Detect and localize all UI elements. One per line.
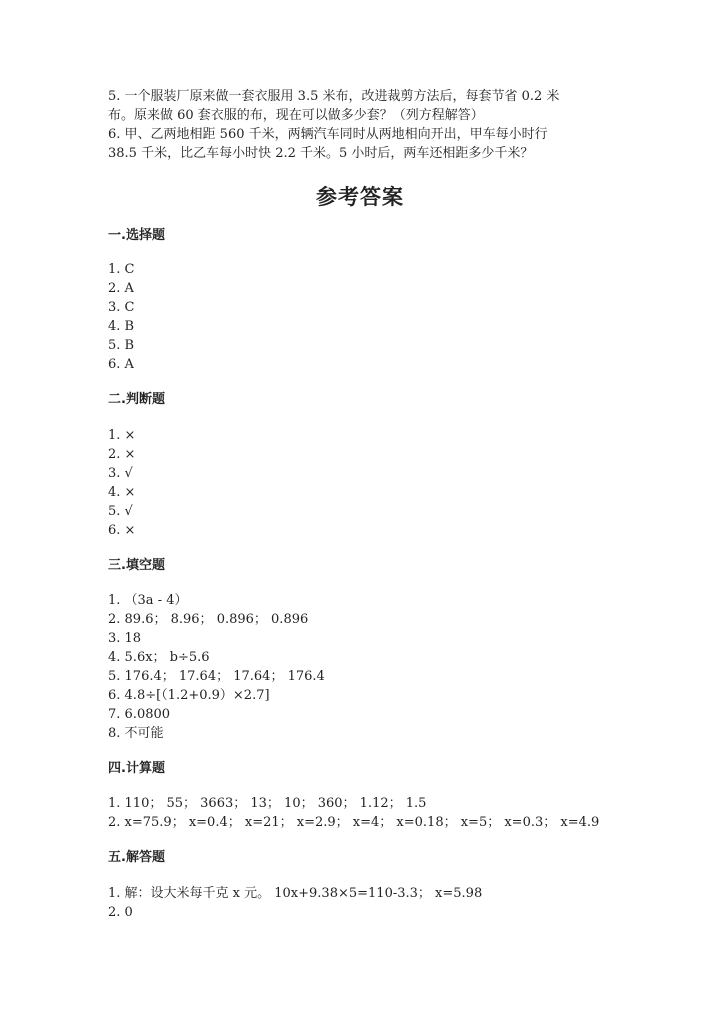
answer-item: 6. A <box>108 357 134 372</box>
answer-item: 4. 5.6x； b÷5.6 <box>108 650 210 665</box>
answer-item: 2. × <box>108 447 136 462</box>
problem-line: 6. 甲、乙两地相距 560 千米，两辆汽车同时从两地相向开出，甲车每小时行 <box>108 127 548 142</box>
section-heading-calc: 四.计算题 <box>108 761 165 776</box>
section-heading-fill: 三.填空题 <box>108 558 165 573</box>
answer-item: 5. B <box>108 338 135 353</box>
problem-line: 38.5 千米，比乙车每小时快 2.2 千米。5 小时后，两车还相距多少千米？ <box>108 146 534 161</box>
answer-item: 1. 110； 55； 3663； 13； 10； 360； 1.12； 1.5 <box>108 796 427 811</box>
answer-item: 3. 18 <box>108 631 142 646</box>
answer-item: 2. x=75.9； x=0.4； x=21； x=2.9； x=4； x=0.18； x=5； x=0.3； x=4.9 <box>108 815 600 830</box>
answer-item: 1. （3a - 4） <box>108 593 188 608</box>
answer-item: 4. × <box>108 485 136 500</box>
answer-item: 3. C <box>108 300 135 315</box>
answer-item: 4. B <box>108 319 135 334</box>
answers-choice <box>108 260 134 374</box>
answer-item: 2. 0 <box>108 905 133 920</box>
section-heading-solve: 五.解答题 <box>108 850 165 865</box>
answer-item: 1. × <box>108 428 136 443</box>
answer-item: 5. 176.4； 17.64； 17.64； 176.4 <box>108 669 325 684</box>
answer-item: 3. √ <box>108 466 133 481</box>
section-heading-judgement: 二.判断题 <box>108 392 165 407</box>
page-title: 参考答案 <box>316 185 404 209</box>
answer-item: 2. 89.6； 8.96； 0.896； 0.896 <box>108 612 309 627</box>
answers-solve <box>108 884 482 922</box>
answer-item: 7. 6.0800 <box>108 707 171 722</box>
problem-line: 5. 一个服装厂原来做一套衣服用 3.5 米布，改进裁剪方法后，每套节省 0.2 米 <box>108 89 560 104</box>
answer-item: 6. × <box>108 523 136 538</box>
answer-item: 1. 解：设大米每千克 x 元。 10x+9.38×5=110-3.3； x=5.98 <box>108 886 483 901</box>
answers-calc <box>108 794 599 832</box>
answer-item: 8. 不可能 <box>108 726 164 741</box>
answer-item: 2. A <box>108 281 134 296</box>
problems-block <box>108 87 559 163</box>
answers-fill <box>108 591 325 743</box>
section-heading-choice: 一.选择题 <box>108 228 165 243</box>
answers-judgement <box>108 426 135 540</box>
problem-line: 布。原来做 60 套衣服的布，现在可以做多少套？（列方程解答） <box>108 108 484 123</box>
answer-item: 1. C <box>108 262 135 277</box>
answer-item: 6. 4.8÷[（1.2+0.9）×2.7] <box>108 688 270 703</box>
answer-item: 5. √ <box>108 504 133 519</box>
